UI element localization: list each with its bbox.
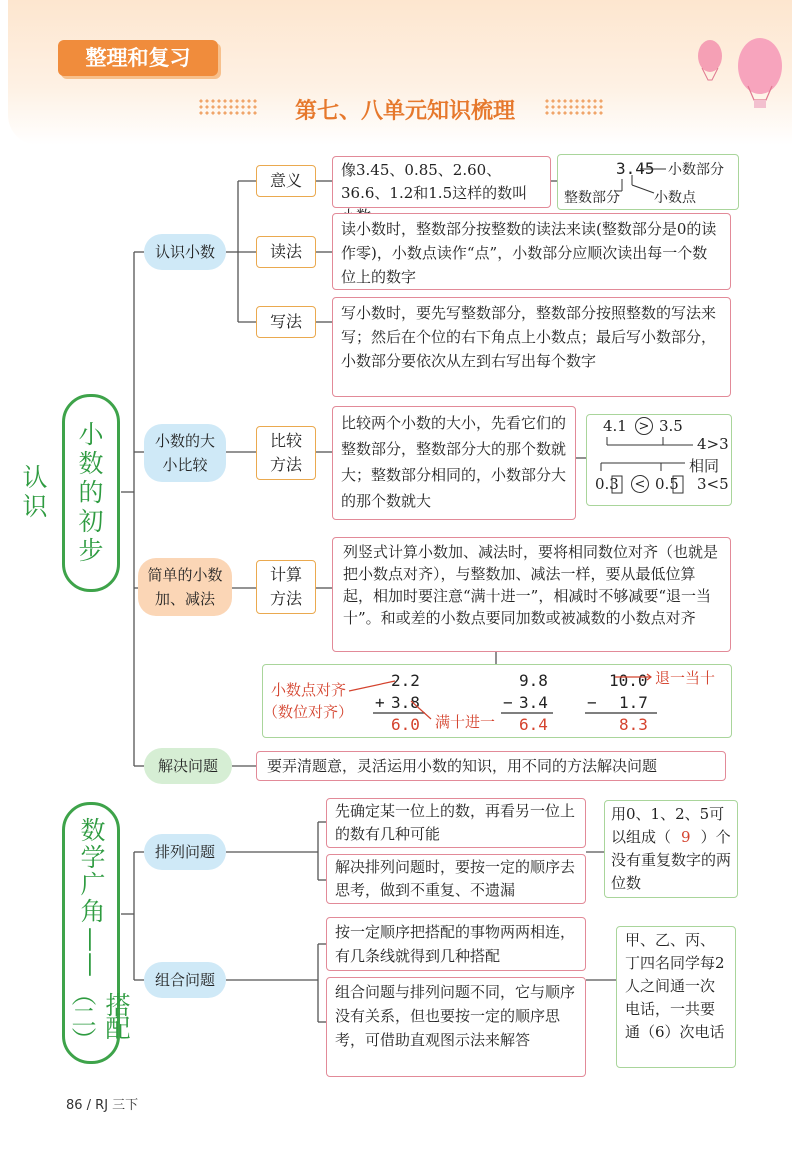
branch-label-line1: 简单的小数	[147, 566, 223, 584]
branch-permutation	[144, 834, 226, 870]
decimal-parts-diagram	[557, 154, 739, 210]
combination-text-1	[326, 917, 586, 971]
root-label-decimals: 小数的初步认识	[19, 420, 104, 566]
permutation-text-2-content: 解决排列问题时，要按一定的顺序去思考，做到不重复、不遗漏	[335, 858, 576, 899]
page-footer: 86 / RJ 三下	[66, 1098, 139, 1113]
branch-label-line1: 小数的大	[154, 432, 215, 450]
meaning-text	[332, 156, 551, 208]
compare-num-d: 0.5	[655, 475, 679, 493]
note-carry: 满十进一	[435, 713, 496, 731]
solve-text	[256, 751, 726, 781]
calc-text	[332, 537, 731, 652]
note-align-digit: （数位对齐）	[263, 703, 354, 721]
root2-label-top: 数学广角	[77, 817, 106, 925]
writing-text	[332, 297, 731, 397]
ex3-bottom: 1.7	[619, 693, 648, 712]
calc-text-content: 列竖式计算小数加、减法时，要将相同数位对齐（也就是把小数点对齐），与整数加、减法一样，要从最低位算起，相加时要注意“满十进一”，相减时不够减要“退一当十”。和或差的小数点要同加数或被减数的小数点对齐	[343, 543, 719, 627]
ex1-bottom: 3.8	[391, 693, 420, 712]
compare-arrows	[587, 415, 733, 507]
branch-label-line2: 加、减法	[154, 590, 215, 608]
meaning-text-content: 像3.45、0.85、2.60、36.6、1.2和1.5这样的数叫	[341, 161, 528, 202]
permutation-example-answer: 9	[681, 828, 691, 846]
permutation-text-1-content: 先确定某一位上的数，再看另一位上的数有几种可能	[335, 802, 576, 843]
reading-text-content: 读小数时，整数部分按整数的读法来读(整数部分是0的读作零)，小数点读作“点”，小数部分应顺次读出每一个数位上的数字	[341, 220, 717, 286]
leaf-label: 读法	[269, 242, 302, 261]
combination-text-2	[326, 977, 586, 1077]
permutation-example-part2: ）个没有重复数字的两位数	[611, 828, 732, 892]
compare-result-1: 4>3	[697, 435, 729, 453]
branch-know-decimals	[144, 234, 226, 270]
compare-diagram	[586, 414, 732, 506]
diagram-arrows	[558, 155, 740, 211]
combination-example-content: 甲、乙、丙、丁四名同学每2人之间通一次电话，一共要通（6）次电话	[625, 931, 725, 1041]
leaf-compare-method	[256, 426, 316, 480]
combination-example	[616, 926, 736, 1068]
leaf-calc-method	[256, 560, 316, 614]
permutation-example-part1: 用0、1、2、5可以组成（	[611, 805, 725, 846]
combination-text-1-content: 按一定顺序把搭配的事物两两相连，有几条线就得到几种搭配	[335, 923, 576, 965]
note-borrow: 退一当十	[655, 669, 716, 687]
branch-label: 排列问题	[154, 843, 215, 861]
ex1-result: 6.0	[391, 715, 420, 734]
leaf-label-line2: 方法	[269, 589, 302, 608]
ex1-top: 2.2	[391, 671, 420, 690]
compare-result-2: 3<5	[697, 475, 729, 493]
compare-text	[332, 406, 576, 520]
diagram-integer-part: 整数部分	[564, 190, 620, 206]
compare-num-c-text: 0.3	[595, 475, 619, 493]
branch-label: 组合问题	[154, 971, 215, 989]
branch-label-line2: 小比较	[162, 456, 208, 474]
page-title: 第七、八单元知识梳理	[294, 99, 515, 124]
leaf-label: 写法	[269, 312, 302, 331]
combination-text-2-content: 组合问题与排列问题不同，它与顺序没有关系，但也要按一定的顺序思考，可借助直观图示法来解答	[335, 983, 576, 1049]
leaf-meaning	[256, 165, 316, 197]
diagram-number: 3.45	[616, 159, 655, 178]
compare-text-content: 比较两个小数的大小，先看它们的整数部分，整数部分大的那个数就大；整数部分相同的，小数部分大的那个数就大	[341, 414, 567, 510]
permutation-text-1	[326, 798, 586, 848]
leaf-writing	[256, 306, 316, 338]
diagram-decimal-part: 小数部分	[668, 162, 724, 178]
reading-text	[332, 213, 731, 290]
diagram-point: 小数点	[654, 190, 696, 206]
ex3-op: −	[587, 693, 597, 712]
note-align-point: 小数点对齐	[271, 681, 347, 699]
ex2-bottom: 3.4	[519, 693, 548, 712]
permutation-text-2	[326, 854, 586, 904]
leaf-label-line1: 计算	[269, 565, 302, 584]
calc-lines	[263, 665, 733, 739]
leaf-label-line2: 方法	[269, 455, 302, 474]
ex1-op: +	[375, 693, 385, 712]
ex3-top: 10.0	[609, 671, 648, 690]
root-node-math-corner	[62, 802, 131, 1064]
branch-combination	[144, 962, 226, 998]
compare-num-a: 4.1	[603, 417, 627, 435]
compare-same-label: 相同	[689, 457, 720, 475]
leaf-label-line1: 比较	[269, 431, 302, 450]
compare-symbol-gt-text: >	[638, 419, 650, 434]
root2-label-dash: ——	[77, 927, 106, 977]
branch-compare-decimals	[144, 424, 226, 482]
ex3-result: 8.3	[619, 715, 648, 734]
compare-symbol-lt-text: <	[634, 477, 646, 492]
ex2-top: 9.8	[519, 671, 548, 690]
branch-label: 认识小数	[154, 243, 215, 261]
branch-add-subtract	[138, 558, 232, 616]
writing-text-content: 写小数时，要先写整数部分，整数部分按照整数的写法来写；然后在个位的右下角点上小数点；最后写小数部分，小数部分要依次从左到右写出每个数字	[341, 304, 717, 370]
compare-num-b: 3.5	[659, 417, 683, 435]
branch-solve-problems	[144, 748, 232, 784]
section-tag: 整理和复习	[58, 40, 218, 76]
root2-label-bottom: 搭配（二）	[68, 980, 131, 1050]
leaf-reading	[256, 236, 316, 268]
root-node-decimals	[19, 394, 120, 592]
leaf-label: 意义	[269, 171, 302, 190]
solve-text-content: 要弄清题意，灵活运用小数的知识，用不同的方法解决问题	[267, 757, 658, 775]
permutation-example	[604, 800, 738, 898]
ex2-op: −	[503, 693, 513, 712]
calc-examples	[262, 664, 732, 738]
branch-label: 解决问题	[157, 757, 218, 775]
ex2-result: 6.4	[519, 715, 548, 734]
